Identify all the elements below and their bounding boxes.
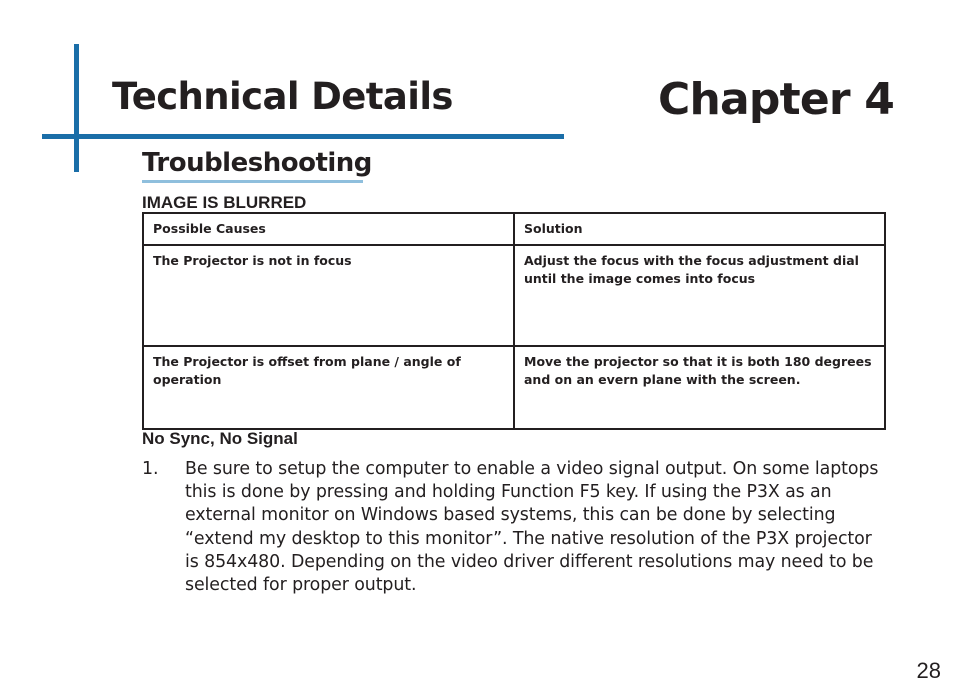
list-item-text: Be sure to setup the computer to enable a video signal output. On some laptops this is done by pressing and holding Function F5 key. If using the P3X as an external monitor on Windows based systems, this can be done by selecting “extend my desktop to this monitor”. The native resolution of the P3X projector is 854x480. Depending on the video driver different resolutions may need to be selected for proper output. [185, 459, 879, 596]
table-header-row [143, 213, 885, 245]
list-item-number: 1. [142, 459, 159, 479]
solution-cell: Adjust the focus with the focus adjustment dial until the image comes into focus [514, 245, 885, 346]
section-title: Troubleshooting [142, 148, 372, 178]
solution-cell: Move the projector so that it is both 180 degrees and on an evern plane with the screen. [514, 346, 885, 429]
page-number: 28 [916, 658, 941, 683]
chapter-label: Chapter 4 [658, 74, 895, 125]
no-sync-list [142, 458, 882, 597]
list-item [142, 458, 882, 597]
accent-horizontal-bar [42, 134, 564, 139]
column-header-causes: Possible Causes [143, 213, 514, 245]
cause-cell: The Projector is offset from plane / angle of operation [143, 346, 514, 429]
no-sync-heading: No Sync, No Signal [142, 429, 298, 448]
section-underline [142, 180, 363, 183]
column-header-solution: Solution [514, 213, 885, 245]
troubleshooting-table [142, 212, 886, 430]
cause-cell: The Projector is not in focus [143, 245, 514, 346]
table-row [143, 346, 885, 429]
accent-vertical-bar [74, 44, 79, 172]
page-title: Technical Details [112, 75, 453, 118]
image-blurred-heading: IMAGE IS BLURRED [142, 193, 307, 212]
table-row [143, 245, 885, 346]
